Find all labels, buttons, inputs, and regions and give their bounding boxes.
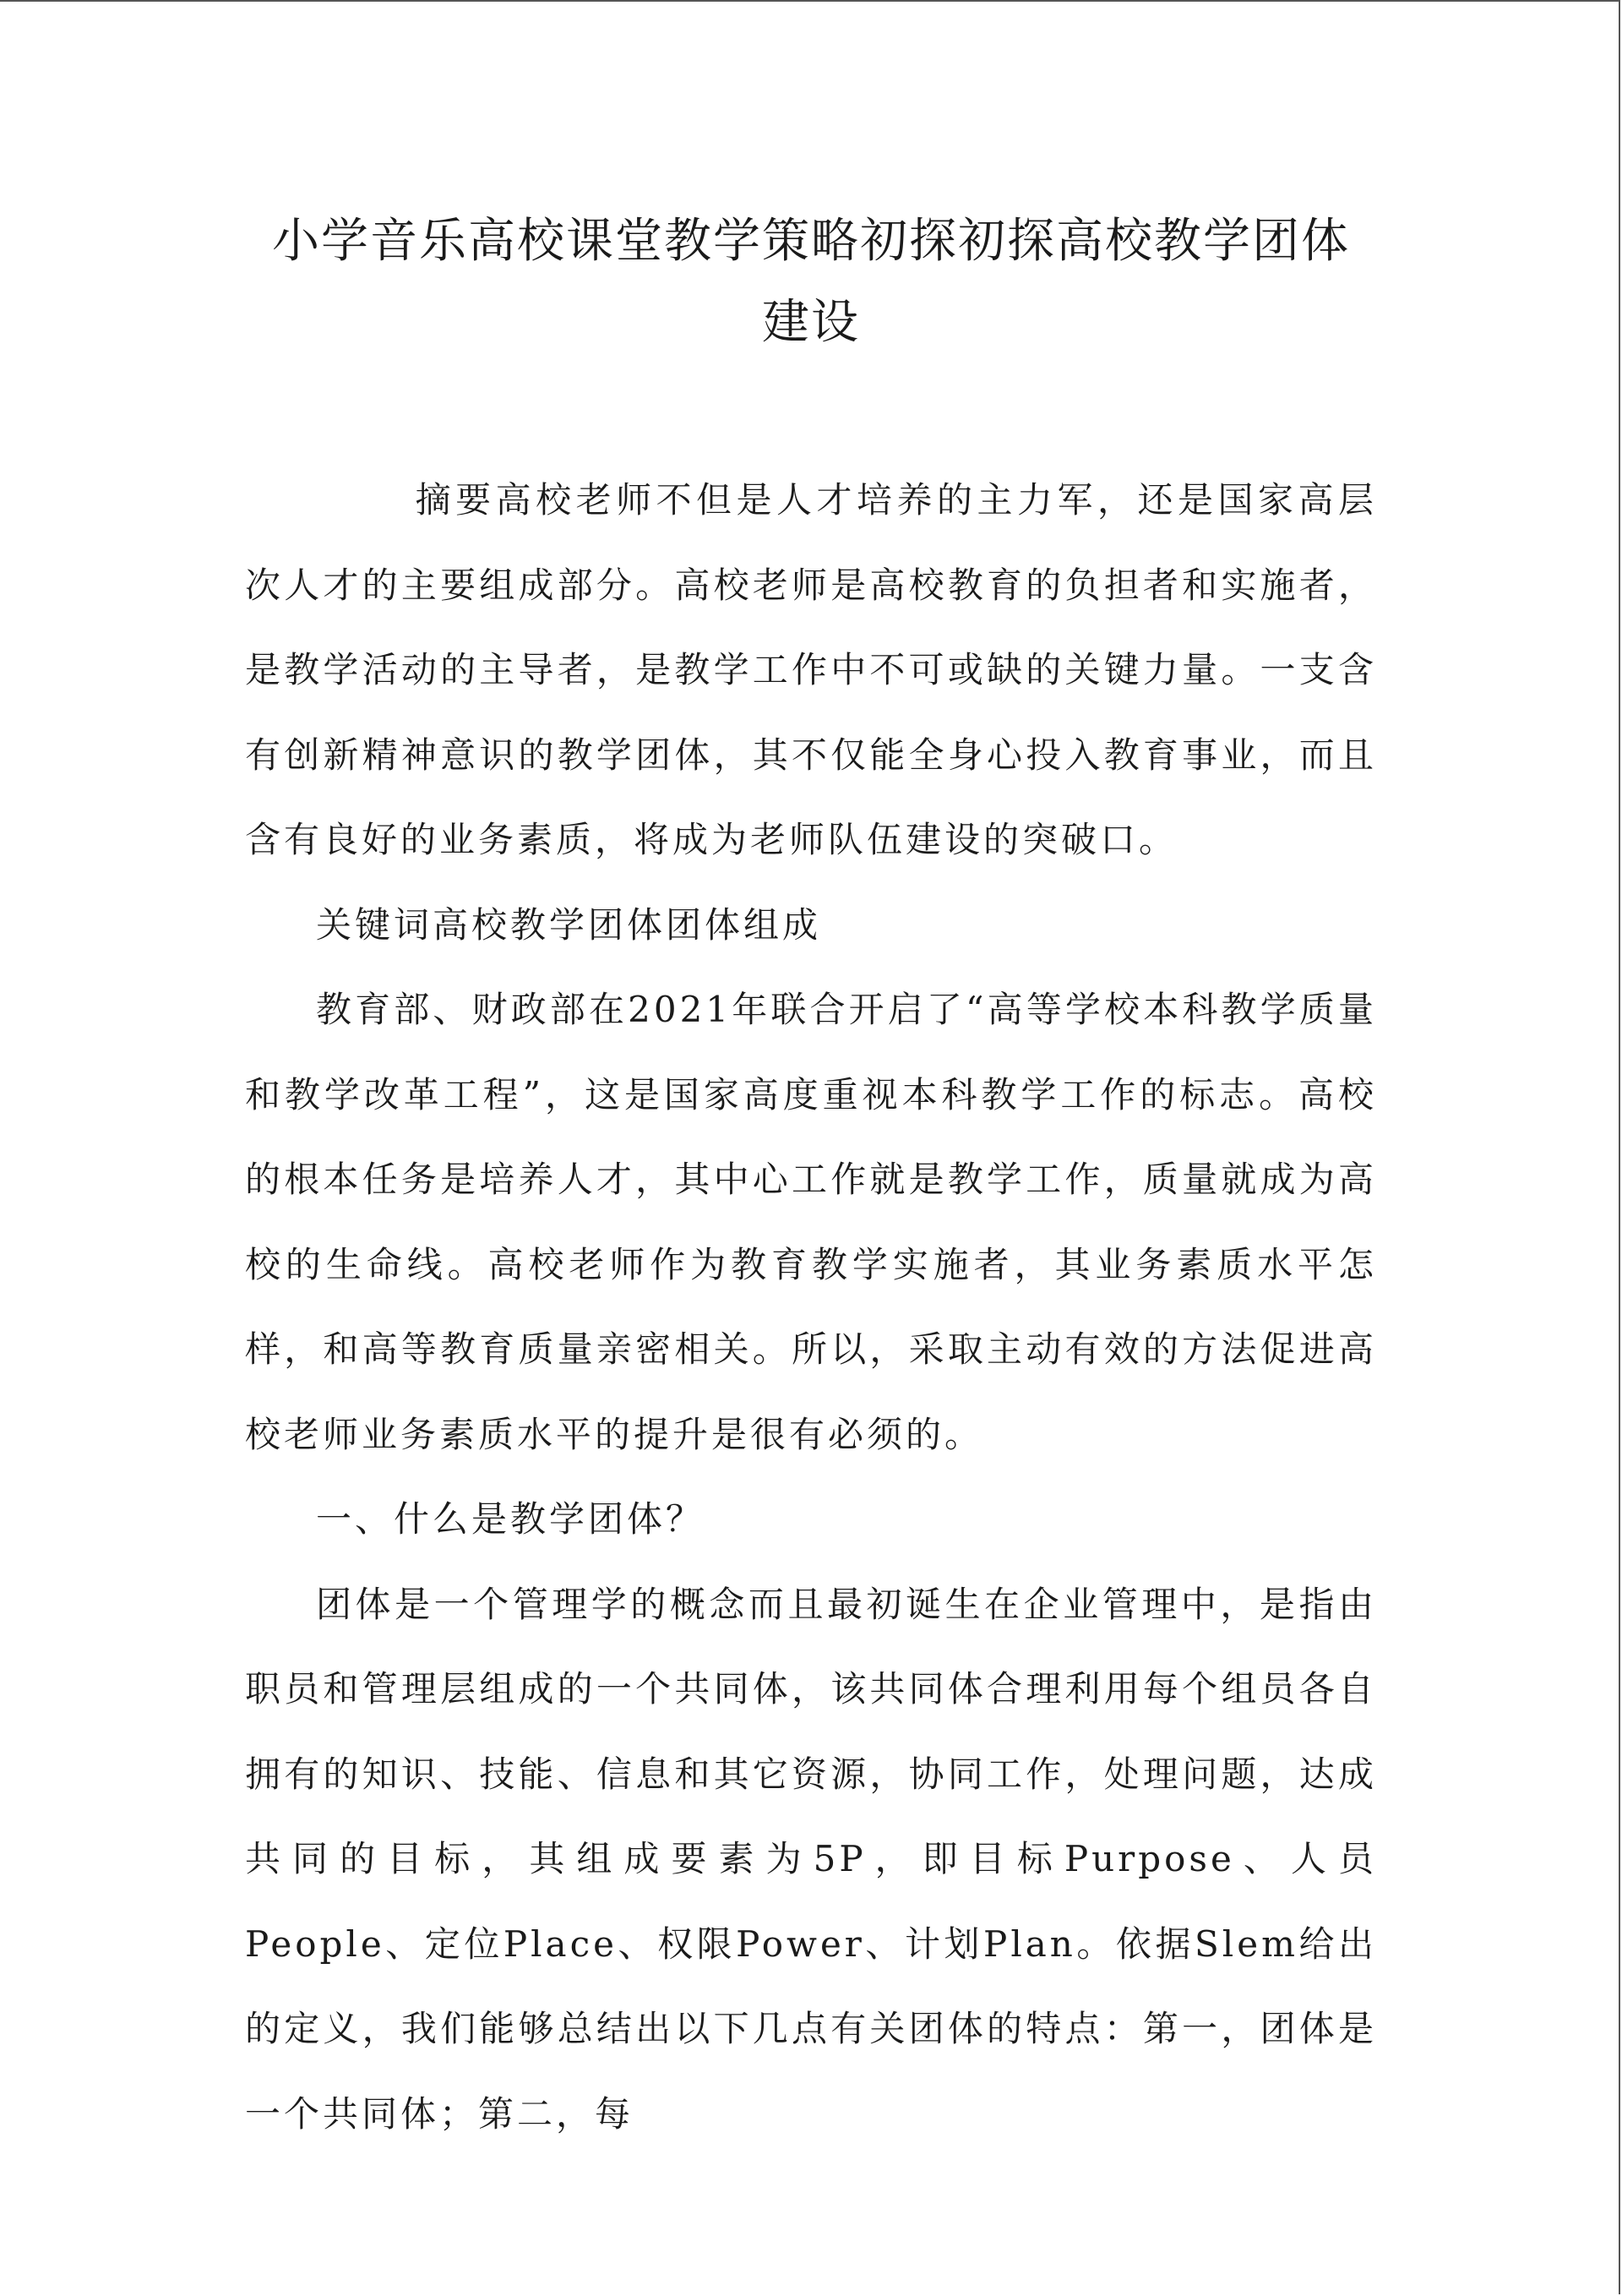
- title-line-1: 小学音乐高校课堂教学策略初探初探高校教学团体: [272, 214, 1350, 269]
- body-paragraph: 团体是一个管理学的概念而且最初诞生在企业管理中，是指由职员和管理层组成的一个共同体，该共同体合理利用每个组员各自拥有的知识、技能、信息和其它资源，协同工作，处理问题，达成共同的目标，其组成要素为5P，即目标Purpose、人员People、定位Place、权限Power、计划Plan。依据Slem给出的定义，我们能够总结出以下几点有关团体的特点：第一，团体是一个共同体；第二，每: [245, 1583, 1377, 2135]
- intro-paragraph: 教育部、财政部在2021年联合开启了“高等学校本科教学质量和教学改革工程”，这是国家高度重视本科教学工作的标志。高校的根本任务是培养人才，其中心工作就是教学工作，质量就成为高校的生命线。高校老师作为教育教学实施者，其业务素质水平怎样，和高等教育质量亲密相关。所以，采取主动有效的方法促进高校老师业务素质水平的提升是很有必须的。: [245, 989, 1377, 1455]
- keywords-paragraph: 关键词高校教学团体团体组成: [316, 903, 822, 946]
- document-title: [245, 201, 1377, 363]
- section-heading: 一、什么是教学团体？: [316, 1498, 705, 1540]
- abstract-paragraph: 摘要高校老师不但是人才培养的主力军，还是国家高层次人才的主要组成部分。高校老师是高校教育的负担者和实施者，是教学活动的主导者，是教学工作中不可或缺的关键力量。一支含有创新精神意识的教学团体，其不仅能全身心投入教育事业，而且含有良好的业务素质，将成为老师队伍建设的突破口。: [245, 479, 1377, 860]
- title-line-2: 建设: [762, 295, 860, 350]
- document-body: [245, 458, 1377, 2157]
